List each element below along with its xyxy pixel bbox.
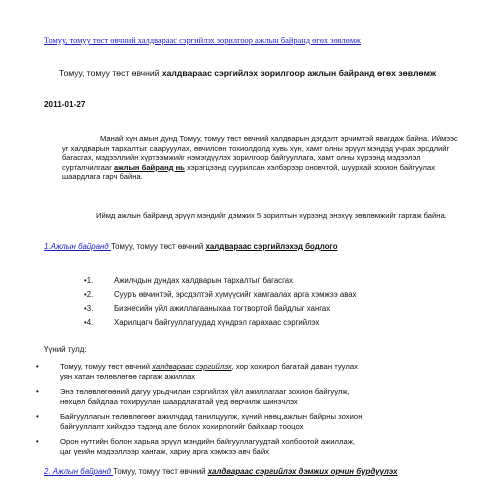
section-2-bold: халдвараас сэргийлэх дэмжих орчин бүрдүүлэх <box>207 467 398 476</box>
intro-tail: хэрэгцээнд суурилсан хэлбэрээр оновчтой, шуурхай зохион байгуулах шаардлага гарч байна. <box>62 162 436 182</box>
paragraph-purpose: Иймд ажлын байранд эрүүл мэндийг дэмжих 5 зорилтын хүрээнд энэхүү зөвлөмжийг гаргаж байна. <box>96 211 447 220</box>
list-item-text: Сууръ өвчинтэй, эрсдэлтэй хүмүүсийг хамгаалах арга хэмжээ авах <box>114 290 357 299</box>
title-lead: Томуу, томуу төст өвчний <box>58 68 162 78</box>
bullet-line-2: нөхцөл байдлаа тохируулан шаардлагатай үед өөрчилж шинэчлэх <box>60 396 298 406</box>
bullet-line-2: уян хатан төлөвлөгөө гаргаж ажиллах <box>60 371 196 381</box>
bullet-icon: • <box>36 437 39 446</box>
document-link[interactable]: Томуу, томуу төст өвчний халдвараас сэргийлэх зорилгоор ажлын байранд өгөх зөвлөмж <box>44 36 361 45</box>
bullet-line-1: Энэ төлөвлөгөөний дагуу урьдчилан сэргийлэх үйл ажиллагааг зохион байгуулж, <box>60 387 350 396</box>
title-bold: халдвараас сэргийлэх зорилгоор ажлын байранд өгөх зөвлөмж <box>161 68 437 78</box>
list-item-number: •1. <box>84 276 94 285</box>
bullet-line-2: байгууллалт хийхдээ тэдэнд але болох хохирлогийг байхаар тооцох <box>60 421 304 431</box>
bullet-line-2: цаг үеийн мэдээллээр хангаж, хариу арга хэмжээ авч байх <box>60 446 269 456</box>
section-1-heading <box>44 242 459 252</box>
list-item-text: Бизнесийн үйл ажиллагааныхаа тогтвортой байдлыг хангах <box>114 304 331 313</box>
list-item-text: Ажилчдын дундах халдварын тархалтыг багасгах <box>114 276 293 285</box>
bullet-line-1 <box>60 362 460 372</box>
intro-underlined: ажлын байранд нь <box>114 162 185 172</box>
section-1-bold: халдвараас сэргийлэхэд бодлого <box>205 242 338 251</box>
document-title <box>40 68 455 79</box>
bullet-icon: • <box>36 387 39 396</box>
bullet-text-rest: , хор хохирол багатай даван туулах <box>231 362 358 371</box>
list-item-number: •3. <box>84 304 94 313</box>
bullet-text: Томуу, томуу төст өвчний <box>60 362 153 371</box>
bullet-icon: • <box>36 362 39 371</box>
list-item-text: Харилцагч байгууллагуудад хүндрэл гарахаас сэргийлэх <box>114 318 320 327</box>
intro-text: Манай хүн амын дунд Томуу, томуу төст өвчний халдварын дэгдэлт эрчимтэй явагдаж байна. Иймээс уг халдварын тархалтыг саарууулах, өвчилсөн тохиолдолд хувь хүн, хамт олны эрүүл мэндэд учрах эрсдлийг багасгах, мэдээллийн хүртээмжийг нэмэгдүүлэх зорилгоор байгууллага, хамт олны хүрээнд мэдээлэл сурталчилгааг <box>62 134 458 172</box>
list-item-number: •2. <box>84 290 94 299</box>
bullet-emphasis: халдвараас сэргийлэх <box>152 362 232 371</box>
section-2-heading <box>44 467 459 477</box>
bullet-line-1: Байгууллагын төлөвлөгөөг ажилчдад танилцуулж, хүний нөөц,ажлын байрны зохион <box>60 412 363 421</box>
bullet-icon: • <box>36 412 39 421</box>
document-date: 2011-01-27 <box>44 100 86 109</box>
section-1-mid: Томуу, томуу төст өвчний <box>110 242 206 251</box>
bullet-line-1: Орон нутгийн болон харьяа эрүүл мэндийн байгууллагуудтай холбоотой ажиллаж, <box>60 437 356 446</box>
section-2-label: 2. Ажлын байранд <box>44 467 114 476</box>
therefore-label: Үүний тулд: <box>44 345 87 354</box>
section-2-mid: Томуу, томуу төст өвчний <box>113 467 208 476</box>
list-item-number: •4. <box>84 318 94 327</box>
paragraph-intro <box>62 134 462 182</box>
section-1-label: 1.Ажлын байранд <box>44 242 111 251</box>
